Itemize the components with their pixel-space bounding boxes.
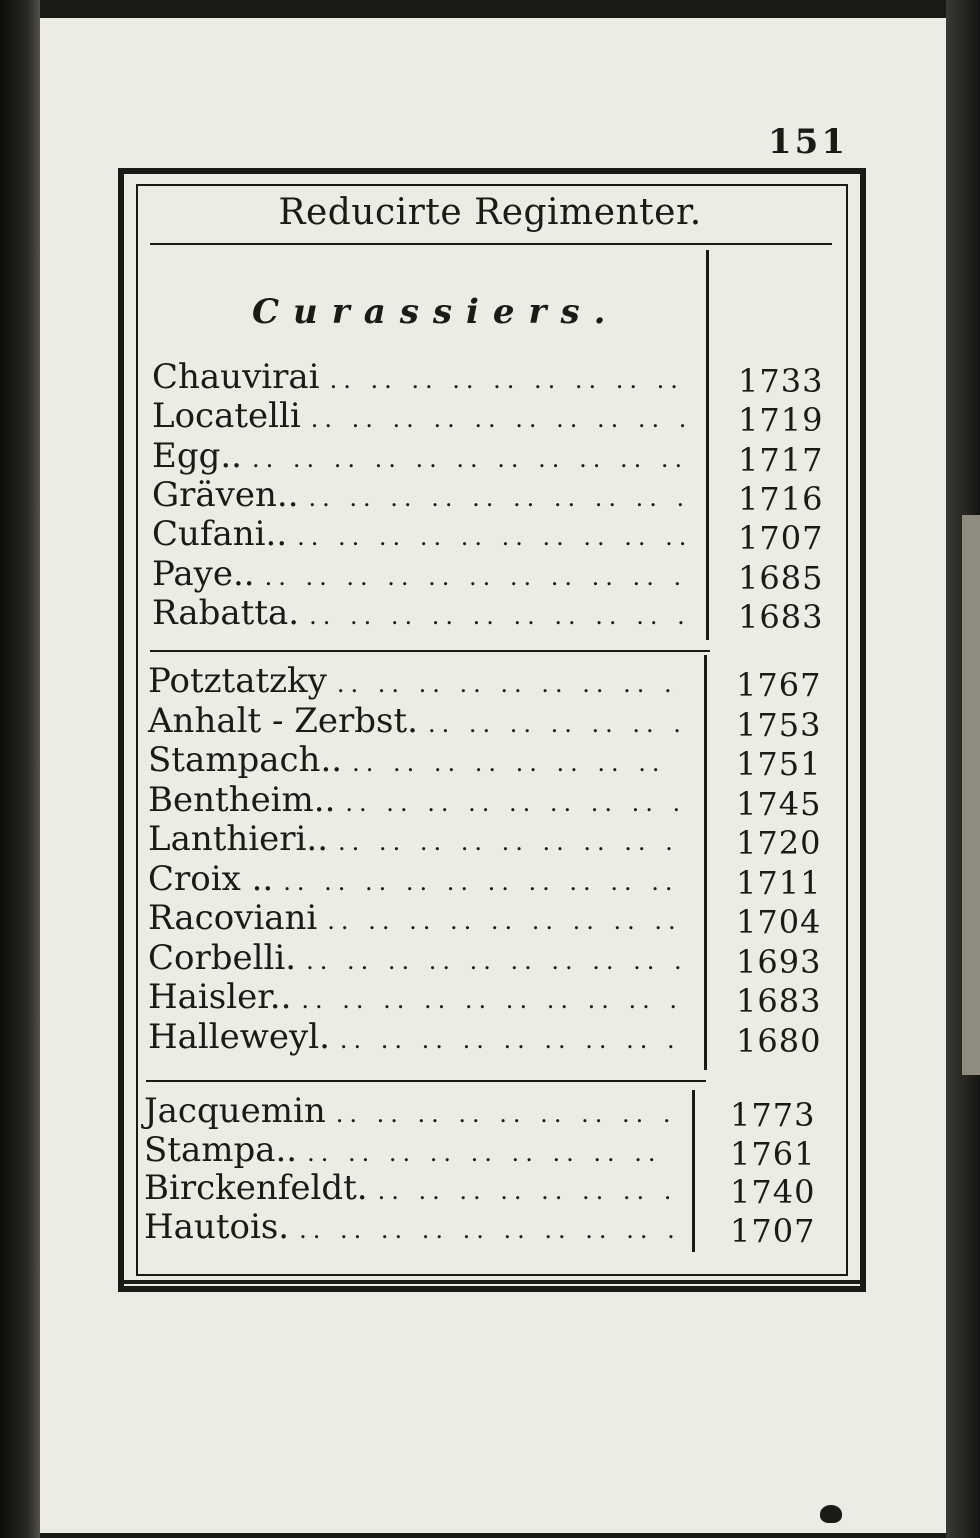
heading-rule: [150, 243, 832, 245]
regiment-name: Anhalt - Zerbst.: [148, 700, 418, 741]
table-row: [144, 1092, 674, 1130]
regiment-name: Stampa..: [144, 1129, 298, 1170]
regiment-year: 1707: [738, 519, 824, 558]
dot-leader: [283, 863, 680, 901]
regiment-name: Lanthieri..: [148, 819, 329, 859]
regiment-name: Potztatzky: [148, 661, 327, 701]
table-row: [152, 555, 686, 593]
regiment-year: 1767: [736, 666, 822, 704]
regiment-year: 1704: [736, 903, 822, 941]
table-row: [152, 397, 686, 435]
regiment-name: Croix ..: [148, 858, 274, 899]
table-row: [144, 1208, 674, 1246]
dot-leader: [327, 902, 680, 940]
group-rule: [150, 650, 710, 652]
regiment-year: 1720: [736, 824, 822, 862]
regiment-year: 1740: [730, 1173, 816, 1211]
regiment-year: 1711: [736, 863, 822, 902]
regiment-year: 1751: [736, 745, 822, 783]
table-row: [148, 662, 680, 700]
regiment-year: 1761: [730, 1134, 816, 1173]
dot-leader: [265, 558, 686, 596]
dot-leader: [297, 518, 686, 556]
table-row: [148, 702, 680, 740]
regiment-year: 1685: [738, 558, 824, 597]
dot-leader: [428, 705, 680, 743]
regiment-name: Egg..: [152, 435, 242, 476]
regiment-year: 1683: [736, 982, 822, 1020]
table-row: [148, 939, 680, 977]
regiment-name: Paye..: [152, 553, 255, 594]
dot-leader: [306, 942, 680, 980]
regiment-name: Haisler..: [148, 977, 292, 1017]
regiment-year: 1683: [738, 597, 824, 636]
table-row: [148, 781, 680, 819]
section-title: Curassiers.: [252, 292, 620, 332]
table-row: [144, 1131, 674, 1169]
dot-leader: [252, 440, 686, 478]
table-row: [152, 358, 686, 396]
regiment-name: Chauvirai: [152, 357, 320, 397]
table-row: [152, 476, 686, 514]
page-number: 151: [768, 122, 848, 162]
column-divider: [692, 1090, 695, 1252]
table-row: [148, 860, 680, 898]
dot-leader: [336, 1095, 674, 1133]
regiment-year: 1693: [736, 942, 822, 981]
regiment-year: 1716: [738, 479, 824, 518]
dot-leader: [352, 744, 680, 782]
regiment-name: Cufani..: [152, 514, 288, 555]
dot-leader: [309, 479, 686, 517]
column-divider: [706, 250, 709, 640]
regiment-year: 1717: [738, 440, 824, 479]
regiment-name: Corbelli.: [148, 937, 297, 978]
column-divider: [704, 655, 707, 1070]
regiment-year: 1773: [730, 1096, 816, 1134]
regiment-year: 1707: [730, 1211, 816, 1250]
table-row: [148, 899, 680, 937]
ink-blot: [820, 1505, 842, 1523]
dot-leader: [299, 1211, 674, 1249]
table-row: [148, 741, 680, 779]
regiment-name: Racoviani: [148, 898, 318, 938]
regiment-name: Jacquemin: [144, 1091, 326, 1131]
page-edge-strip: [962, 515, 980, 1075]
regiment-name: Bentheim..: [148, 779, 336, 820]
regiment-year: 1745: [736, 784, 822, 823]
dot-leader: [338, 823, 680, 861]
dot-leader: [309, 597, 686, 635]
regiment-year: 1719: [738, 401, 824, 440]
dot-leader: [340, 1021, 680, 1059]
dot-leader: [330, 361, 686, 399]
table-row: [148, 1018, 680, 1056]
regiment-year: 1680: [736, 1021, 822, 1060]
regiment-name: Gräven..: [152, 474, 299, 515]
dot-leader: [301, 981, 680, 1019]
table-row: [152, 515, 686, 553]
table-row: [148, 978, 680, 1016]
table-row: [148, 820, 680, 858]
regiment-year: 1753: [736, 705, 822, 744]
group-rule: [146, 1080, 706, 1082]
regiment-name: Locatelli: [152, 396, 301, 437]
dot-leader: [337, 665, 680, 703]
table-row: [144, 1169, 674, 1207]
regiment-name: Hautois.: [144, 1206, 290, 1247]
regiment-year: 1733: [738, 362, 824, 400]
dot-leader: [311, 400, 686, 438]
table-heading: Reducirte Regimenter.: [278, 192, 702, 233]
dot-leader: [307, 1134, 674, 1172]
table-row: [152, 437, 686, 475]
regiment-name: Rabatta.: [152, 592, 300, 633]
regiment-name: Stampach..: [148, 740, 343, 780]
dot-leader: [345, 784, 680, 822]
table-row: [152, 594, 686, 632]
frame-bottom-rule: [118, 1280, 866, 1284]
dot-leader: [378, 1172, 674, 1210]
regiment-name: Halleweyl.: [148, 1016, 330, 1057]
regiment-name: Birckenfeldt.: [144, 1168, 368, 1208]
